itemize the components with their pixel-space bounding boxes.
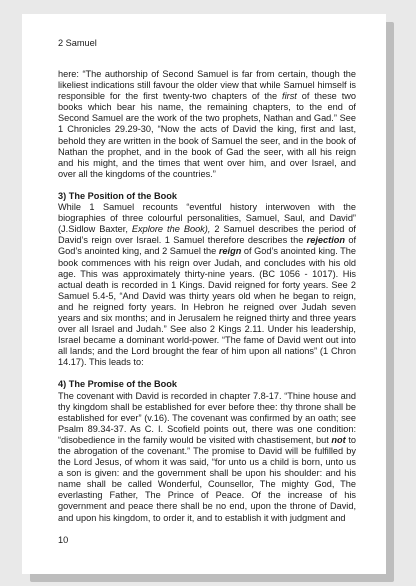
intro-text-b: of these two books which bear his name, the remaining chapters, to the end of Second Samuel are the work of the two prophets, Nathan and Gad.” See 1 Chronicles 29.29-30, “Now the acts of David the king, first and last, behold they are written in the book of Samuel the seer, and in the book of Nathan the prophet, and in the book of Gad the seer, with all his reign and his might, and the times that went over him, and over Israel, and over all the kingdoms of the countries.” bbox=[58, 91, 356, 179]
position-text-3: of God’s anointed king, and 2 Samuel the bbox=[58, 235, 356, 257]
emphasis-not: not bbox=[331, 434, 346, 445]
emphasis-first: first bbox=[282, 91, 297, 102]
position-text-1: While 1 Samuel recounts “eventful history interwoven with the biographies of three colourful personalities, Samuel, Saul, and David” (J.Sidlow Baxter, bbox=[58, 202, 356, 235]
page-number: 10 bbox=[58, 535, 69, 545]
promise-text-1: The covenant with David is recorded in chapter 7.8-17. “Thine house and thy kingdom shall be established for ever before thee: thy throne shall be established for ever” (v.16). The covenant was confirmed by an oath; see Psalm 89.34-37. As C. I. Scofield points out, there was one condition: “disobedience in the family would be visited with chastisement, but bbox=[58, 390, 356, 445]
promise-paragraph bbox=[58, 391, 356, 524]
position-text-2: 2 Samuel describes the period of David’s reign over Israel. 1 Samuel therefore describes the bbox=[58, 224, 356, 246]
intro-paragraph bbox=[58, 69, 356, 180]
book-page bbox=[22, 14, 386, 574]
position-paragraph bbox=[58, 202, 356, 368]
running-head: 2 Samuel bbox=[58, 38, 97, 48]
emphasis-reign: reign bbox=[218, 246, 242, 257]
intro-text-a: here: “The authorship of Second Samuel is far from certain, though the likeliest indications still favour the older view that while Samuel himself is responsible for the first twenty-two chapters of the bbox=[58, 69, 356, 102]
promise-text-2: to the abrogation of the covenant.” The promise to David will be fulfilled by the Lord Jesus, of whom it was said, “for unto us a child is born, unto us a son is given: and the government shall be upon his shoulder: and his name shall be called Wonderful, Counsellor, The mighty God, The everlasting Father, The Prince of Peace. Of the increase of his government and peace there shall be no end, upon the throne of David, and upon his kingdom, to order it, and to establish it with judgment and bbox=[58, 434, 356, 523]
emphasis-rejection: rejection bbox=[306, 235, 345, 246]
book-title-citation: Explore the Book), bbox=[131, 224, 211, 235]
section-heading-promise: 4) The Promise of the Book bbox=[58, 379, 177, 390]
position-text-4: of God’s anointed king. The book commences with his reign over Judah, and concludes with his old age. This was approximately thirty-nine years. (BC 1056 - 1017). His actual death is recorded in 1 Kings. David reigned for forty years. See 2 Samuel 5.4-5, “And David was thirty years old when he began to reign, and he reigned forty years. In Hebron he reigned over Judah seven years and six months; and in Jerusalem he reigned thirty and three years over all Israel and Judah.” See also 2 Kings 2.11. Under his leadership, Israel became a dominant world-power. “The fame of David went out into all lands; and the Lord brought the fear of him upon all nations” (1 Chron 14.17). This leads to: bbox=[58, 246, 356, 368]
section-heading-position: 3) The Position of the Book bbox=[58, 190, 177, 201]
